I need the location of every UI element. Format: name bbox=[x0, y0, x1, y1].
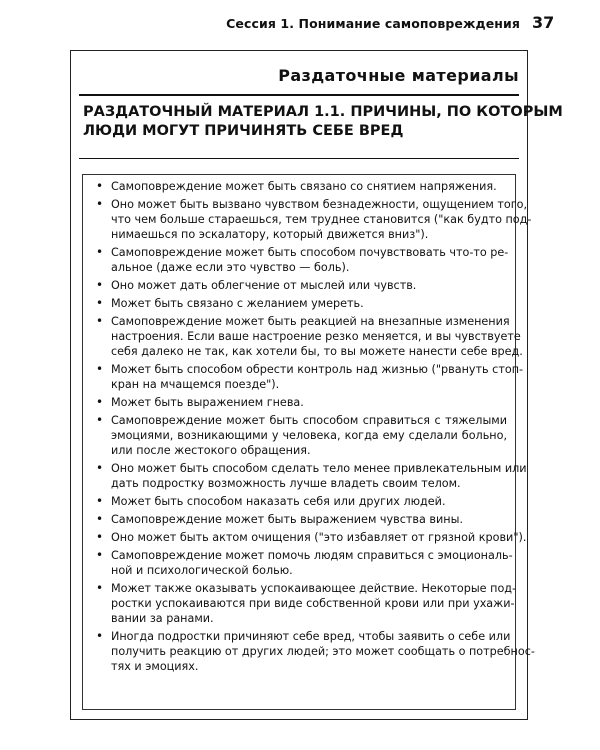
reasons-list bbox=[83, 179, 535, 677]
section-divider bbox=[79, 94, 519, 96]
bullet-icon: • bbox=[96, 530, 104, 544]
list-item-text: Самоповреждение может помочь людям справиться с эмоциональ- bbox=[111, 549, 513, 562]
list-item bbox=[83, 581, 515, 626]
list-item-text: Самоповреждение может быть выражением чувства вины. bbox=[111, 513, 464, 526]
list-item-text: настроения. Если ваше настроение резко меняется, и вы чувствуете bbox=[111, 330, 521, 343]
list-item bbox=[83, 413, 515, 458]
list-item-text: Оно может быть актом очищения ("это избавляет от грязной крови"). bbox=[111, 531, 527, 544]
list-item-text: Самоповреждение может быть реакцией на внезапные изменения bbox=[111, 315, 510, 328]
list-item-text: получить реакцию от других людей; это может сообщать о потребнос- bbox=[111, 645, 535, 658]
list-item bbox=[83, 494, 515, 509]
list-item bbox=[83, 461, 527, 491]
list-item-text: Может также оказывать успокаивающее действие. Некоторые под- bbox=[111, 582, 517, 595]
bullet-icon: • bbox=[96, 629, 104, 643]
handout-title bbox=[83, 103, 563, 141]
list-item-text: Может быть выражением гнева. bbox=[111, 396, 304, 409]
bullet-icon: • bbox=[96, 461, 104, 475]
list-item-text: вании за ранами. bbox=[111, 612, 214, 625]
list-item-text: что чем больше стараешься, тем труднее становится ("как будто под- bbox=[111, 213, 532, 226]
bullet-icon: • bbox=[96, 278, 104, 292]
list-item-text: Оно может дать облегчение от мыслей или чувств. bbox=[111, 279, 417, 292]
list-item-text: Самоповреждение может быть способом почувствовать что-то ре- bbox=[111, 246, 509, 259]
bullet-icon: • bbox=[96, 548, 104, 562]
bullet-icon: • bbox=[96, 512, 104, 526]
list-item-text: альное (даже если это чувство — боль). bbox=[111, 261, 350, 274]
bullet-icon: • bbox=[96, 197, 104, 211]
list-item bbox=[83, 296, 515, 311]
list-item-text: или после жестокого обращения. bbox=[111, 444, 311, 457]
list-item-text: Самоповреждение может быть связано со снятием напряжения. bbox=[111, 180, 497, 193]
list-item-text: Самоповреждение может быть способом справиться с тяжелыми bbox=[111, 414, 507, 427]
list-item bbox=[83, 395, 515, 410]
list-item-text: ростки успокаиваются при виде собственной крови или при ухажи- bbox=[111, 597, 515, 610]
handout-title-line: РАЗДАТОЧНЫЙ МАТЕРИАЛ 1.1. ПРИЧИНЫ, ПО КОТОРЫМ bbox=[83, 104, 563, 120]
list-item-text: кран на мчащемся поезде"). bbox=[111, 378, 280, 391]
list-item bbox=[83, 245, 515, 275]
list-item bbox=[83, 512, 515, 527]
list-item-text: Может быть способом обрести контроль над жизнью ("рвануть стоп- bbox=[111, 363, 524, 376]
list-item bbox=[83, 179, 515, 194]
title-divider bbox=[79, 158, 519, 159]
list-item bbox=[83, 362, 524, 392]
list-item bbox=[83, 548, 515, 578]
bullet-icon: • bbox=[96, 494, 104, 508]
list-item-text: эмоциями, возникающими у человека, когда ему сделали больно, bbox=[111, 429, 507, 442]
list-item-text: Может быть связано с желанием умереть. bbox=[111, 297, 364, 310]
list-item bbox=[83, 629, 535, 674]
handout-title-line: ЛЮДИ МОГУТ ПРИЧИНЯТЬ СЕБЕ ВРЕД bbox=[83, 123, 404, 139]
page-number: 37 bbox=[532, 13, 555, 32]
bullet-icon: • bbox=[96, 395, 104, 409]
list-item bbox=[83, 278, 515, 293]
bullet-icon: • bbox=[96, 581, 104, 595]
list-item bbox=[83, 530, 527, 545]
section-label: Раздаточные материалы bbox=[278, 66, 519, 85]
list-item-text: тях и эмоциях. bbox=[111, 660, 199, 673]
list-item-text: Оно может быть вызвано чувством безнадежности, ощущением того, bbox=[111, 198, 528, 211]
list-item bbox=[83, 314, 523, 359]
bullet-icon: • bbox=[96, 314, 104, 328]
handout-frame bbox=[70, 50, 563, 720]
list-item-text: Иногда подростки причиняют себе вред, чтобы заявить о себе или bbox=[111, 630, 511, 643]
reasons-box bbox=[82, 174, 535, 710]
list-item-text: нимаешься по эскалатору, который движется вниз"). bbox=[111, 228, 429, 241]
list-item-text: себя далеко не так, как хотели бы, то вы можете нанести себе вред. bbox=[111, 345, 523, 358]
bullet-icon: • bbox=[96, 413, 104, 427]
bullet-icon: • bbox=[96, 296, 104, 310]
list-item-text: Оно может быть способом сделать тело менее привлекательным или bbox=[111, 462, 527, 475]
bullet-icon: • bbox=[96, 362, 104, 376]
bullet-icon: • bbox=[96, 245, 104, 259]
running-header: Сессия 1. Понимание самоповреждения bbox=[226, 16, 520, 31]
list-item-text: ной и психологической болью. bbox=[111, 564, 293, 577]
bullet-icon: • bbox=[96, 179, 104, 193]
list-item-text: дать подростку возможность лучше владеть своим телом. bbox=[111, 477, 461, 490]
list-item bbox=[83, 197, 532, 242]
list-item-text: Может быть способом наказать себя или других людей. bbox=[111, 495, 446, 508]
